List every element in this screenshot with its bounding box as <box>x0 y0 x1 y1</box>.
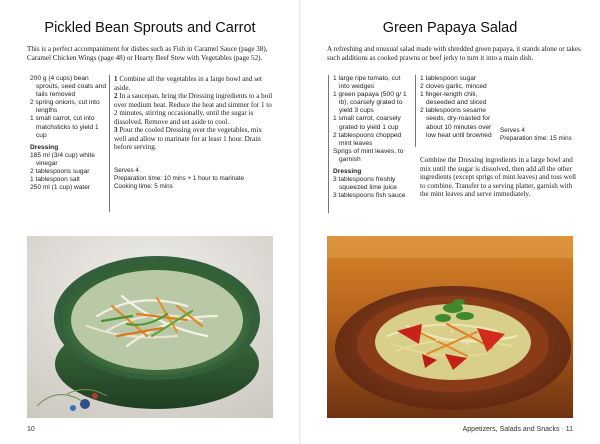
ingredient-item: 1 tablespoon salt <box>30 176 80 184</box>
ingredient-item: 185 ml (3/4 cup) white vinegar <box>30 151 95 167</box>
recipe-title-left: Pickled Bean Sprouts and Carrot <box>44 20 256 36</box>
page-number-left: 10 <box>27 426 35 433</box>
recipe-title-right: Green Papaya Salad <box>382 20 518 36</box>
serves-text: Serves 4 <box>114 167 139 174</box>
recipe-meta-left <box>114 167 284 191</box>
ingredients-list-right <box>333 75 411 200</box>
dressing-heading: Dressing <box>30 143 59 151</box>
ingredient-item: Sprigs of mint leaves, to garnish <box>333 147 404 163</box>
bowl-illustration <box>27 236 273 418</box>
prep-time: Preparation time: 15 mins <box>500 135 572 142</box>
plate-illustration <box>327 236 573 418</box>
ingredient-item: 1 large ripe tomato, cut into wedges <box>333 75 401 91</box>
ingredient-item: 1 small carrot, coarsely grated to yield 1 cup <box>333 115 401 131</box>
recipe-intro-right: A refreshing and unusual salad made with shredded green papaya, it stands alone or takes such additions as cooked prawns or beef jerky to turn it into a main dish. <box>327 45 581 62</box>
method-text-right: Combine the Dressing ingredients in a large bowl and mix until the sugar is dissolved, then add all the other ingredients (except sprigs of mint leaves) and toss well to combine. Transfer to a serving platter, garnish with the mint leaves and serve immediately. <box>420 156 577 198</box>
ingredient-item: 2 cloves garlic, minced <box>420 83 487 91</box>
column-rule <box>109 75 110 212</box>
ingredient-item: 2 tablespoons sesame seeds, dry-roasted for about 10 minutes over low heat until browned <box>420 107 492 139</box>
photo-bean-sprouts-bowl <box>27 236 273 418</box>
method-step: 2 In a saucepan, bring the Dressing ingredients to a boil over medium heat. Reduce the heat and simmer for 1 to 2 minutes, stirring occasionally, until the sugar is dissolved. Remove and set aside to cool. <box>114 92 273 126</box>
column-rule <box>328 75 329 213</box>
ingredient-item: 2 tablespoons chopped mint leaves <box>333 131 402 147</box>
ingredients-list-left <box>30 75 106 192</box>
ingredient-item: 1 small carrot, cut into matchsticks to yield 1 cup <box>30 115 99 139</box>
footer-section-label: Appetizers, Salads and Snacks · 11 <box>462 426 573 433</box>
method-steps-left <box>114 75 274 152</box>
ingredient-item: 1 green papaya (500 g/ 1 lb), coarsely grated to yield 3 cups <box>333 91 407 115</box>
column-rule <box>415 75 416 147</box>
recipe-intro-left: This is a perfect accompaniment for dishes such as Fish in Caramel Sauce (page 38), Caramel Chicken Wings (page 48) or Hearty Beef Stew with Vegetables (page 52). <box>27 45 268 62</box>
ingredient-item: 3 tablespoons fish sauce <box>333 192 406 200</box>
prep-time: Preparation time: 10 mins + 1 hour to marinate <box>114 175 245 182</box>
ingredient-item: 1 finger-length chili, deseeded and sliced <box>420 91 487 107</box>
photo-papaya-salad <box>327 236 573 418</box>
method-step: 1 Combine all the vegetables in a large bowl and set aside. <box>114 75 263 92</box>
ingredient-item: 250 ml (1 cup) water <box>30 184 91 192</box>
ingredient-item: 2 spring onions, cut into lengths <box>30 99 100 115</box>
ingredient-item: 200 g (4 cups) bean sprouts, seed coats and tails removed <box>30 75 107 99</box>
dressing-heading: Dressing <box>333 168 362 176</box>
ingredient-item: 3 tablespoons freshly squeezed lime juice <box>333 176 397 192</box>
serves-text: Serves 4 <box>500 127 525 134</box>
ingredient-item: 2 tablespoons sugar <box>30 168 90 176</box>
method-step: 3 Pour the cooled Dressing over the vegetables, mix well and allow to marinate for at least 1 hour. Drain before serving. <box>114 126 262 151</box>
ingredients-list-right-2 <box>420 75 498 140</box>
ingredient-item: 1 tablespoon sugar <box>420 75 477 82</box>
recipe-meta-right <box>500 127 596 143</box>
right-page <box>300 0 600 444</box>
cooking-time: Cooking time: 5 mins <box>114 183 173 190</box>
